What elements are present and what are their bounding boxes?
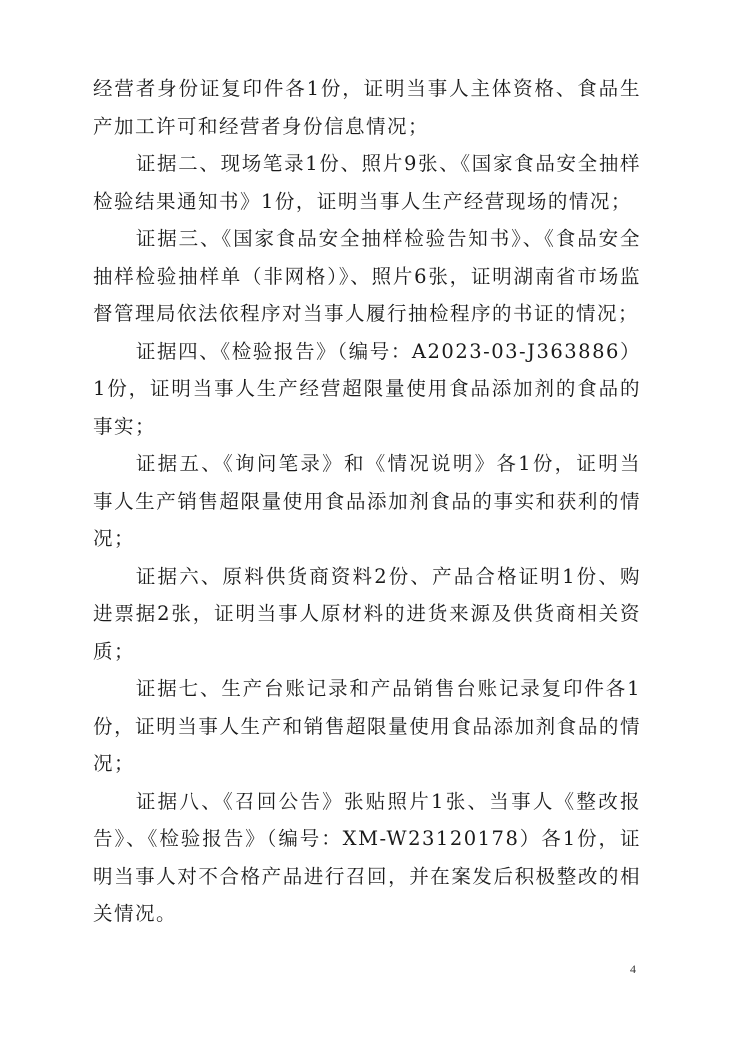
page-number: 4 (630, 962, 636, 976)
paragraph-evidence-7: 证据七、生产台账记录和产品销售台账记录复印件各1份，证明当事人生产和销售超限量使用食品添加剂食品的情况； (93, 677, 641, 775)
paragraph-evidence-4: 证据四、《检验报告》（编号：A2023-03-J363886）1份，证明当事人生产经营超限量使用食品添加剂的食品的事实； (93, 339, 641, 438)
document-body (93, 70, 641, 933)
paragraph-evidence-2: 证据二、现场笔录1份、照片9张、《国家食品安全抽样检验结果通知书》1份，证明当事人生产经营现场的情况； (93, 152, 641, 213)
paragraph-evidence-8: 证据八、《召回公告》张贴照片1张、当事人《整改报告》、《检验报告》（编号：XM-W23120178）各1份，证明当事人对不合格产品进行召回，并在案发后积极整改的相关情况。 (93, 789, 641, 925)
paragraph-evidence-5: 证据五、《询问笔录》和《情况说明》各1份，证明当事人生产销售超限量使用食品添加剂食品的事实和获利的情况； (93, 452, 641, 550)
paragraph-evidence-6: 证据六、原料供货商资料2份、产品合格证明1份、购进票据2张，证明当事人原材料的进货来源及供货商相关资质； (93, 564, 641, 663)
paragraph-evidence-3: 证据三、《国家食品安全抽样检验告知书》、《食品安全抽样检验抽样单（非网格）》、照片6张，证明湖南省市场监督管理局依法依程序对当事人履行抽检程序的书证的情况； (93, 227, 641, 325)
paragraph-continuation: 经营者身份证复印件各1份，证明当事人主体资格、食品生产加工许可和经营者身份信息情况； (93, 77, 641, 138)
